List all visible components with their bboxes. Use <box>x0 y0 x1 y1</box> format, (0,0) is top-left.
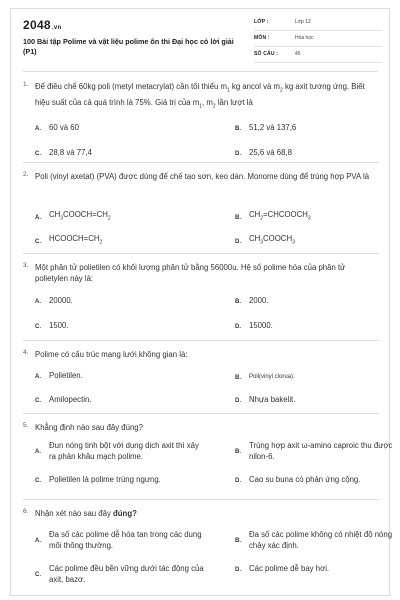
meta-row-count <box>254 50 382 63</box>
option-letter: B. <box>235 449 241 455</box>
meta-row-class <box>254 18 382 31</box>
question-number: 3. <box>23 262 29 269</box>
option-letter: B. <box>235 374 241 381</box>
option-text: Nhựa bakelit. <box>249 395 296 404</box>
option-letter: C. <box>35 572 41 578</box>
question-number: 1. <box>23 81 29 88</box>
option-letter: D. <box>235 239 241 245</box>
question-text: Để điều chế 60kg poli (metyl metacrylat) cần tối thiểu $m_1$ kg ancol và $m_2$ kg axit tương ứng. Biết hiệu suất của cả quá trình là 75%. Giá trị của $m_1$, $m_2$ lần lượt là <box>35 82 365 110</box>
option-text: 28,8 và 77,4 <box>49 148 92 157</box>
option-text: Trùng hợp axit ω-amino caproic thu được nilon-6. <box>249 441 393 461</box>
option-letter: C. <box>35 477 41 484</box>
option-letter: B. <box>235 538 241 544</box>
option-letter: A. <box>35 125 41 132</box>
site-logo[interactable] <box>23 18 61 32</box>
option-letter: D. <box>235 477 241 484</box>
option-letter: B. <box>235 215 241 221</box>
meta-label: SỐ CÂU : <box>254 51 279 57</box>
question-number: 2. <box>23 171 29 178</box>
option-letter: C. <box>35 323 41 330</box>
option-text: Poli(vinyl clorua). <box>249 374 295 380</box>
option-letter: C. <box>35 397 41 404</box>
option-letter: A. <box>35 298 41 305</box>
option-text: $HCOOCH=CH_2$ <box>49 234 103 246</box>
logo-suffix: .vn <box>51 25 62 31</box>
option-letter: D. <box>235 397 241 404</box>
option-text: 25,6 và 68,8 <box>249 148 292 157</box>
option-text: Cao su buna có phản ứng cộng. <box>249 475 361 484</box>
meta-label: LỚP : <box>254 19 269 25</box>
question-text: Polime có cấu trúc mạng lưới không gian là: <box>35 350 188 359</box>
question-number: 4. <box>23 349 29 356</box>
option-letter: D. <box>235 323 241 330</box>
option-letter: B. <box>235 298 241 305</box>
question-number: 5. <box>23 422 29 429</box>
logo-text: 2048 <box>23 18 51 32</box>
document-header <box>11 9 389 69</box>
option-text: 2000. <box>249 296 269 305</box>
option-letter: C. <box>35 150 41 157</box>
option-letter: A. <box>35 215 41 221</box>
question-divider <box>23 499 379 500</box>
option-text: Amilopectin. <box>49 395 92 404</box>
meta-value: Lớp 12 <box>295 19 311 25</box>
document-title: 100 Bài tập Polime và vật liệu polime ôn thi Đại học có lời giải (P1) <box>23 37 234 56</box>
option-text: 1500. <box>49 321 69 330</box>
option-text: Các polime đều bền vững dưới tác động của axit, bazơ. <box>49 564 204 584</box>
option-text: Đun nóng tinh bột với dung dịch axit thì xảy ra phản khâu mạch polime. <box>49 441 199 461</box>
document-page <box>10 8 393 596</box>
question-divider <box>23 162 379 163</box>
option-letter: A. <box>35 538 41 544</box>
question-divider <box>23 413 379 414</box>
option-letter: A. <box>35 373 41 380</box>
option-letter: B. <box>235 125 241 132</box>
meta-row-subject <box>254 34 382 47</box>
question-number: 6. <box>23 508 29 515</box>
option-text: $CH_3COOCH=CH_2$ <box>49 210 111 222</box>
meta-value: 45 <box>295 51 301 57</box>
document-meta <box>254 18 382 66</box>
option-letter: D. <box>235 566 241 573</box>
question-text: Một phân tử polietilen có khối lượng phân tử bằng 56000u. Hệ số polime hóa của phân tử polietylen này là: <box>35 263 346 283</box>
option-text: 51,2 và 137,6 <box>249 123 297 132</box>
meta-label: MÔN : <box>254 35 270 41</box>
option-letter: A. <box>35 449 41 455</box>
option-text: Polietilen là polime trùng ngưng. <box>49 475 161 484</box>
option-text: Đa số các polime dễ hòa tan trong các dung môi thông thường. <box>49 530 202 550</box>
question-text: Nhận xét nào sau đây đúng? <box>35 509 137 518</box>
meta-value: Hóa học <box>295 35 314 41</box>
question-text: Poli (vinyl axetat) (PVA) được dùng để chế tạo sơn, keo dán. Monome dùng để trùng hợp PVA là <box>35 172 370 181</box>
option-text: $CH_2=CHCOOCH_3$ <box>249 210 311 222</box>
option-text: Đa số các polime không có nhiệt độ nóng chảy xác định. <box>249 530 393 550</box>
option-letter: C. <box>35 239 41 245</box>
option-letter: D. <box>235 150 241 157</box>
question-divider <box>23 340 379 341</box>
option-text: Các polime dễ bay hơi. <box>249 564 330 573</box>
question-divider <box>23 253 379 254</box>
option-text: 20000. <box>49 296 73 305</box>
option-text: 15000. <box>249 321 273 330</box>
question-text: Khẳng định nào sau đây đúng? <box>35 423 143 432</box>
option-text: Polietilen. <box>49 371 83 380</box>
option-text: 60 và 60 <box>49 123 79 132</box>
option-text: $CH_3COOCH_3$ <box>249 234 295 246</box>
header-divider <box>23 71 378 72</box>
